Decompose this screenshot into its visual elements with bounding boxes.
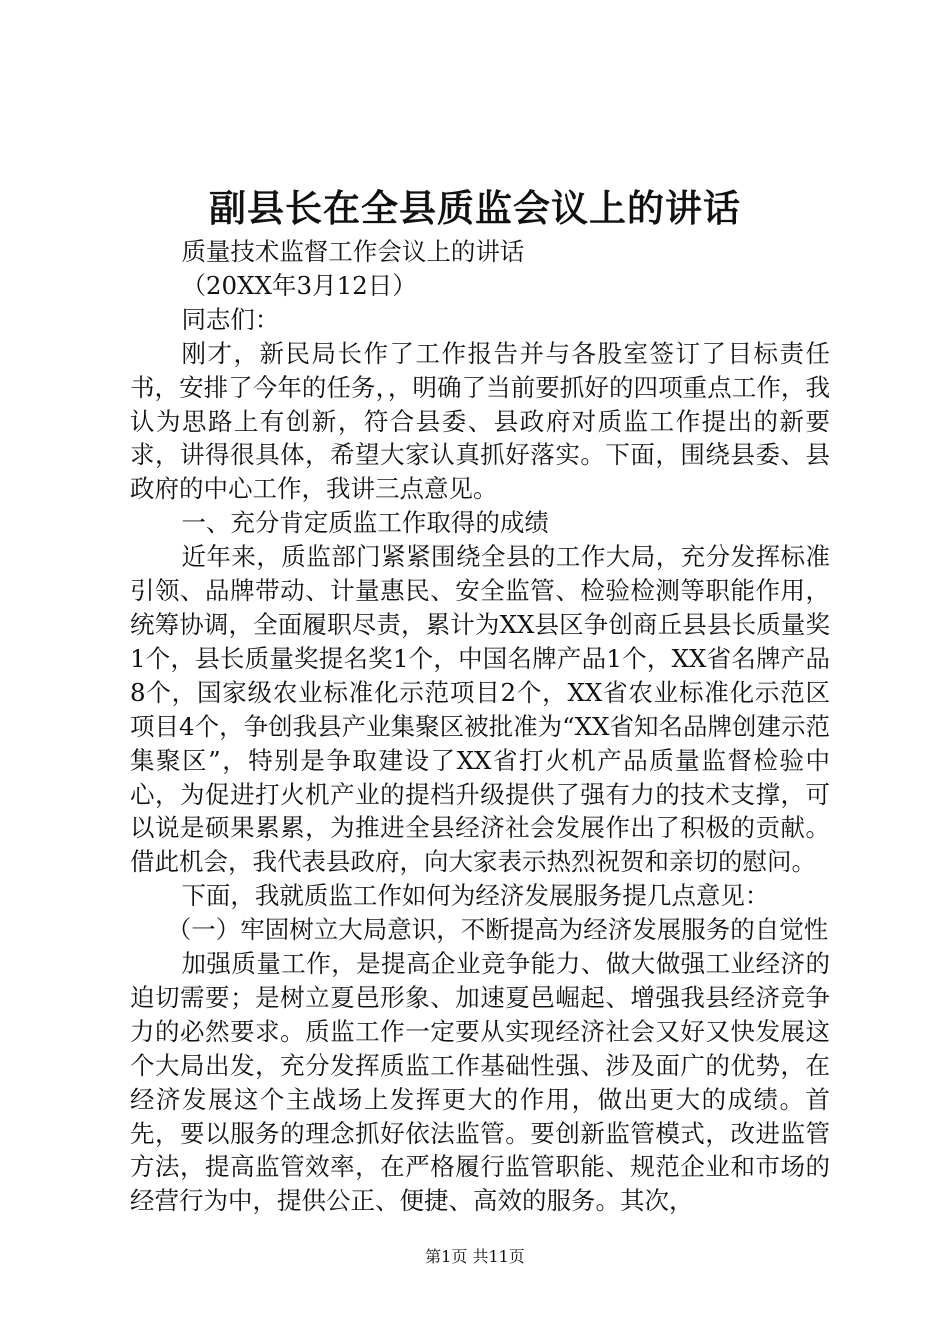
body-paragraph: 加强质量工作，是提高企业竞争能力、做大做强工业经济的迫切需要；是树立夏邑形象、加速夏邑崛起、增强我县经济竞争力的必然要求。质监工作一定要从实现经济社会又好又快发展这个大局出发，充分发挥质监工作基础性强、涉及面广的优势，在经济发展这个主战场上发挥更大的作用，做出更大的成绩。首先，要以服务的理念抓好依法监管。要创新监管模式，改进监管方法，提高监管效率，在严格履行监管职能、规范企业和市场的经营行为中，提供公正、便捷、高效的服务。其次，: [130, 949, 830, 1216]
document-body: [130, 235, 830, 1218]
page-footer: 第1页 共11页: [425, 1247, 525, 1266]
speech-date: （20XX年3月12日）: [181, 270, 417, 300]
body-paragraph: 刚才，新民局长作了工作报告并与各股室签订了目标责任书，安排了今年的任务，，明确了当前要抓好的四项重点工作，我认为思路上有创新，符合县委、县政府对质监工作提出的新要求，讲得很具体，希望大家认真抓好落实。下面，围绕县委、县政府的中心工作，我讲三点意见。: [130, 338, 830, 504]
body-paragraph: 下面，我就质监工作如何为经济发展服务提几点意见：: [181, 881, 770, 911]
speech-heading: 质量技术监督工作会议上的讲话: [181, 237, 525, 266]
subsection-heading: （一）牢固树立大局意识，不断提高为经济发展服务的自觉性: [166, 915, 829, 945]
section-heading: 一、充分肯定质监工作取得的成绩: [181, 508, 549, 538]
document-title: 副县长在全县质监会议上的讲话: [209, 186, 741, 230]
salutation: 同志们：: [181, 304, 280, 334]
body-paragraph: 近年来，质监部门紧紧围绕全县的工作大局，充分发挥标准引领、品牌带动、计量惠民、安全监管、检验检测等职能作用，统筹协调，全面履职尽责，累计为XX县区争创商丘县县长质量奖1个，县长质量奖提名奖1个，中国名牌产品1个，XX省名牌产品8个，国家级农业标准化示范项目2个，XX省农业标准化示范区项目4个，争创我县产业集聚区被批准为“XX省知名品牌创建示范集聚区”，特别是争取建设了XX省打火机产品质量监督检验中心，为促进打火机产业的提档升级提供了强有力的技术支撑，可以说是硕果累累，为推进全县经济社会发展作出了积极的贡献。借此机会，我代表县政府，向大家表示热烈祝贺和亲切的慰问。: [130, 542, 830, 877]
